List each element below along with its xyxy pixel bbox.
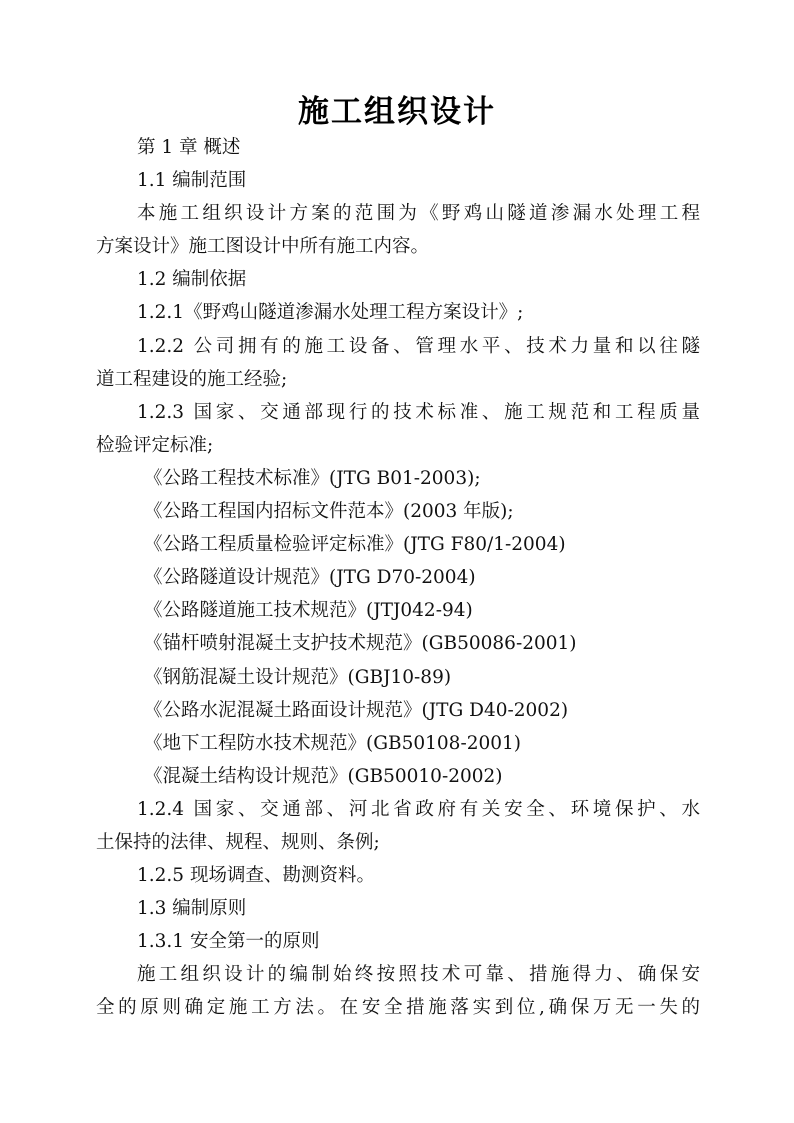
list-item: 1.2.5 现场调查、勘测资料。 — [137, 865, 375, 887]
list-item: 1.2.1《野鸡山隧道渗漏水处理工程方案设计》; — [137, 302, 524, 324]
paragraph-line: 方案设计》施工图设计中所有施工内容。 — [96, 236, 430, 258]
standard-reference: 《公路工程质量检验评定标准》(JTG F80/1-2004) — [144, 534, 566, 556]
standard-reference: 《公路隧道设计规范》(JTG D70-2004) — [144, 567, 476, 589]
subsection-heading: 1.3.1 安全第一的原则 — [137, 931, 320, 953]
document-body — [96, 131, 700, 1025]
standard-reference: 《混凝土结构设计规范》(GB50010-2002) — [144, 765, 503, 787]
list-item-continuation: 道工程建设的施工经验; — [96, 368, 288, 390]
paragraph-line: 本施工组织设计方案的范围为《野鸡山隧道渗漏水处理工程 — [137, 203, 700, 225]
standard-reference: 《锚杆喷射混凝土支护技术规范》(GB50086-2001) — [144, 633, 577, 655]
standard-reference: 《公路工程技术标准》(JTG B01-2003); — [144, 467, 481, 489]
list-item: 1.2.3 国家、交通部现行的技术标准、施工规范和工程质量 — [137, 401, 700, 423]
chapter-heading: 第 1 章 概述 — [137, 137, 241, 158]
standard-reference: 《公路隧道施工技术规范》(JTJ042-94) — [144, 600, 473, 622]
list-item-continuation: 土保持的法律、规程、规则、条例; — [96, 831, 380, 853]
section-heading: 1.3 编制原则 — [137, 898, 247, 920]
standard-reference: 《公路工程国内招标文件范本》(2003 年版); — [144, 501, 514, 523]
paragraph-line: 全的原则确定施工方法。在安全措施落实到位,确保万无一失的 — [96, 997, 700, 1019]
standard-reference: 《公路水泥混凝土路面设计规范》(JTG D40-2002) — [144, 699, 569, 721]
list-item: 1.2.4 国家、交通部、河北省政府有关安全、环境保护、水 — [137, 798, 700, 820]
list-item-continuation: 检验评定标准; — [96, 434, 214, 456]
standard-reference: 《钢筋混凝土设计规范》(GBJ10-89) — [144, 666, 452, 688]
list-item: 1.2.2 公司拥有的施工设备、管理水平、技术力量和以往隧 — [137, 335, 700, 357]
standard-reference: 《地下工程防水技术规范》(GB50108-2001) — [144, 732, 521, 754]
document-title: 施工组织设计 — [298, 94, 496, 130]
section-heading: 1.2 编制依据 — [137, 269, 247, 291]
section-heading: 1.1 编制范围 — [137, 170, 247, 192]
paragraph-line: 施工组织设计的编制始终按照技术可靠、措施得力、确保安 — [137, 964, 700, 986]
